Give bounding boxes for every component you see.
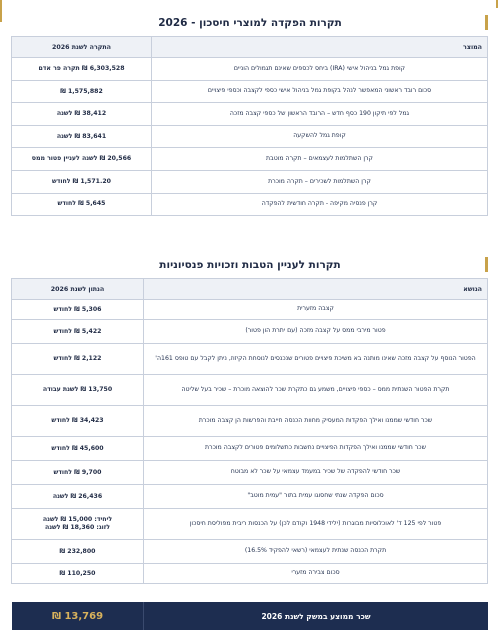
row-value: 83,641 ₪ לשנה xyxy=(12,125,152,148)
table-row xyxy=(12,125,488,148)
row-label: קרן השתלמות לשכירים – תקרה מוכרת xyxy=(152,170,488,193)
average-wage-footer xyxy=(12,602,488,630)
row-label: סכום צבירה מזערי xyxy=(144,564,488,584)
row-value: 26,436 ₪ לשנה xyxy=(12,485,144,509)
row-value: 13,750 ₪ לשנת עבודה xyxy=(12,375,144,406)
row-value: 1,571.20 ₪ לחודש xyxy=(12,170,152,193)
footer-value: 13,769 ₪ xyxy=(12,602,144,630)
row-value: 9,700 ₪ לחודש xyxy=(12,461,144,485)
row-value: 5,422 ₪ לחודש xyxy=(12,320,144,344)
row-label: קצבה מזערית xyxy=(144,300,488,320)
column-header-topic: הנושא xyxy=(144,279,488,300)
table-row xyxy=(12,540,488,564)
row-label: הפטור הנוסף על קצבה מזכה שאינו מותנה בא משיכת פיצויים פטורים שנכנסים לנוסחת הקיזוז, ניתן לקבל עם טופס 161ה' xyxy=(144,344,488,375)
table-row xyxy=(12,80,488,103)
row-label: קופת גמל להשקעה xyxy=(152,125,488,148)
table-row xyxy=(12,437,488,461)
table-row xyxy=(12,461,488,485)
table-row xyxy=(12,148,488,171)
section-title-text: תקרות לעניין הטבות וזכויות פנסיוניות xyxy=(159,259,341,271)
row-label: סכום רובד ראשוני המאפשר לנהל בקופת גמל בניהול אישי כספי לקצבה וכספי פיצויים xyxy=(152,80,488,103)
row-label: גמל לפי תיקון 190 כסף חדש – הרובד הראשון של כספי קצבה מזכה xyxy=(152,103,488,126)
row-label: קרן השתלמות לעצמאים – תקרה מוטבת xyxy=(152,148,488,171)
table-row xyxy=(12,564,488,584)
table-row xyxy=(12,344,488,375)
row-label: קופת גמל בניהול אישי (IRA) ביחס לכספים שאינם תגמולים הוניים xyxy=(152,58,488,81)
row-label: קרן פנסיה מקיפה - תקרה חודשית להפקדה xyxy=(152,193,488,216)
table-row xyxy=(12,375,488,406)
table-header-row xyxy=(12,279,488,300)
table-row xyxy=(12,485,488,509)
table-row xyxy=(12,406,488,437)
row-value: 5,306 ₪ לחודש xyxy=(12,300,144,320)
section-accent-bar xyxy=(485,15,488,30)
section-title xyxy=(12,10,488,36)
row-label: סכום הפקדה שנתי שחסוגו עמית בתור "עמית מוטב" xyxy=(144,485,488,509)
row-value: 5,645 ₪ לחודש xyxy=(12,193,152,216)
row-label: תקרת הכנסה שנתית לעצמאי (רשאי להפקיד 16.5%) xyxy=(144,540,488,564)
row-value: 232,800 ₪ xyxy=(12,540,144,564)
row-label: פטור מירבי ממס על קצבה מזכה (עם יתרת הון פטור) xyxy=(144,320,488,344)
table-row xyxy=(12,300,488,320)
row-label: תקרת הפטור השנתית ממס – כספי פיצויים, משמע גם כתקרת שכר להוצאה מוכרת – שכיר בעל שליטה xyxy=(144,375,488,406)
row-label: שכר חודשי להפקדה של שכיר במעמד עצמאי על שכר לא מבוטח xyxy=(144,461,488,485)
row-value: 110,250 ₪ xyxy=(12,564,144,584)
row-label: שכר חודשי שממנו ואילך הפקדות הפיצויים נחשבות כתשלומים פטורים לקצבה מוכרת xyxy=(144,437,488,461)
section-title xyxy=(12,252,488,278)
section-deposit-caps xyxy=(12,10,488,216)
gold-edge-mark-left xyxy=(0,0,2,22)
row-value: 20,566 ₪ לשנה לעניין פטור ממס xyxy=(12,148,152,171)
column-header-product: המוצר xyxy=(152,37,488,58)
row-value: 38,412 ₪ לשנה xyxy=(12,103,152,126)
column-header-figure: הנתון לשנת 2026 xyxy=(12,279,144,300)
row-value: 34,423 ₪ לחודש xyxy=(12,406,144,437)
column-header-cap: התקרה לשנת 2026 xyxy=(12,37,152,58)
table-row xyxy=(12,193,488,216)
row-value: 2,122 ₪ לחודש xyxy=(12,344,144,375)
row-value: 45,600 ₪ לחודש xyxy=(12,437,144,461)
table-row xyxy=(12,509,488,540)
section-pension-benefits xyxy=(12,252,488,584)
deposit-caps-table xyxy=(11,36,488,216)
row-value: 1,575,882 ₪ xyxy=(12,80,152,103)
row-value: ליחיד: 15,000 ₪ לשנה לזוג: 18,360 ₪ לשנה xyxy=(12,509,144,540)
footer-label: שכר ממוצע במשק לשנת 2026 xyxy=(261,611,371,621)
table-row xyxy=(12,170,488,193)
section-title-text: תקרות הפקדה למוצרי חיסכון - 2026 xyxy=(158,17,342,29)
row-label: שכר חודשי שממנו ואילך הפקדות המעסיק מחוות הכנסה חייבת והפרשות הן קצבה מוכרת xyxy=(144,406,488,437)
table-header-row xyxy=(12,37,488,58)
table-row xyxy=(12,58,488,81)
table-row xyxy=(12,320,488,344)
table-row xyxy=(12,103,488,126)
pension-benefits-table xyxy=(11,278,488,584)
gold-edge-mark-right xyxy=(496,0,498,8)
row-label: פטור לפי 125 ד' לאוכלוסיות מבוגרות (ילידי 1948 וקודם לכן) על הכנסות ריבית מפוליסת חיסכון xyxy=(144,509,488,540)
section-accent-bar xyxy=(485,257,488,272)
row-value: 6,303,528 ₪ תקרה פר אדם xyxy=(12,58,152,81)
